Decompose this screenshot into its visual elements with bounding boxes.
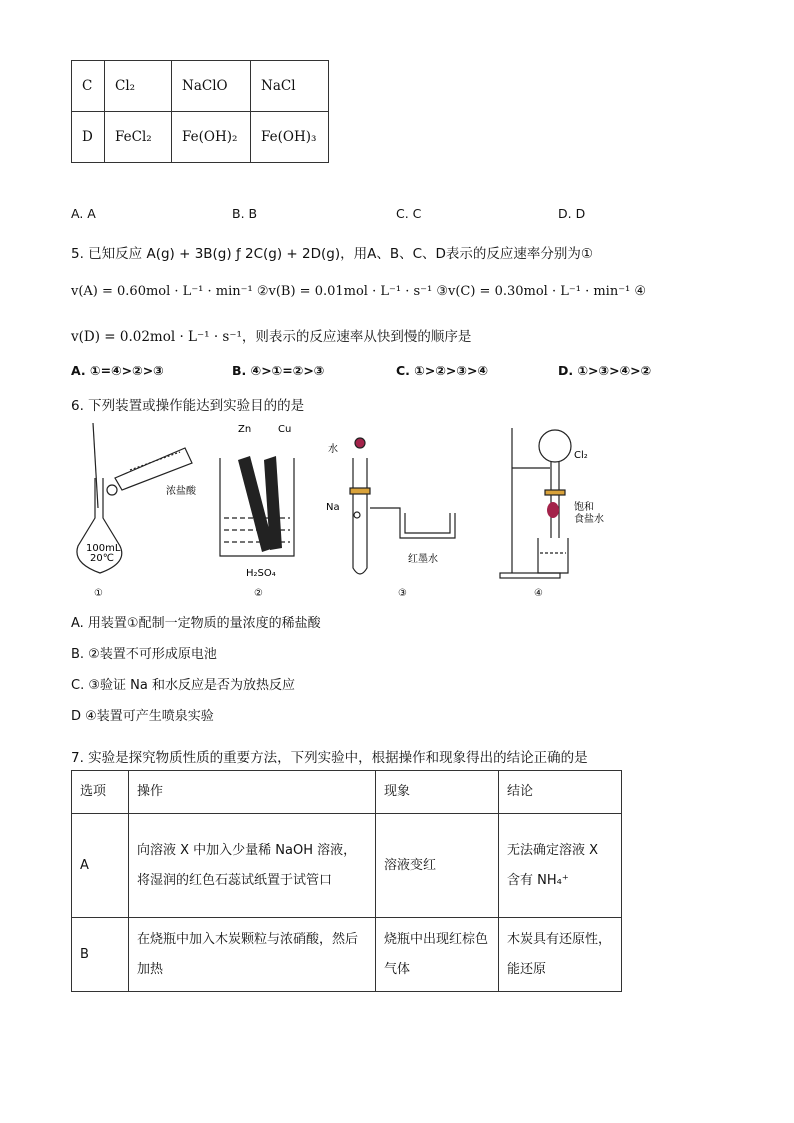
q4-option-a[interactable]: A. A xyxy=(71,206,96,221)
table-cell: NaClO xyxy=(172,61,251,112)
table-header: 现象 xyxy=(376,771,499,814)
q7-stem: 7. 实验是探究物质性质的重要方法，下列实验中，根据操作和现象得出的结论正确的是 xyxy=(71,750,588,766)
q4-option-c[interactable]: C. C xyxy=(396,206,422,221)
label-cu: Cu xyxy=(278,424,292,435)
label-zn: Zn xyxy=(238,424,252,435)
table-cell: 烧瓶中出现红棕色气体 xyxy=(376,918,499,992)
q5-stem-line1: 5. 已知反应 A(g) + 3B(g) ƒ 2C(g) + 2D(g)，用A、B、C、D表示的反应速率分别为① xyxy=(71,246,594,262)
table-row xyxy=(72,112,329,163)
label-apparatus-1: ① xyxy=(94,588,103,599)
q6-choice-b[interactable]: B. ②装置不可形成原电池 xyxy=(71,647,217,662)
table-cell: A xyxy=(72,814,129,918)
reagent-table xyxy=(71,60,329,163)
q6-choice-d[interactable]: D ④装置可产生喷泉实验 xyxy=(71,709,214,724)
table-header-row xyxy=(72,771,622,814)
q6-choice-c[interactable]: C. ③验证 Na 和水反应是否为放热反应 xyxy=(71,678,295,693)
q4-option-b[interactable]: B. B xyxy=(232,206,258,221)
table-cell: 木炭具有还原性，能还原 xyxy=(499,918,622,992)
table-cell: D xyxy=(72,112,105,163)
label-h2so4: H₂SO₄ xyxy=(246,568,276,579)
table-cell: Cl₂ xyxy=(105,61,172,112)
table-cell: 溶液变红 xyxy=(376,814,499,918)
q5-option-b[interactable]: B. ④>①=②>③ xyxy=(232,363,325,378)
label-water: 水 xyxy=(328,444,338,455)
q6-stem: 6. 下列装置或操作能达到实验目的的是 xyxy=(71,398,305,414)
label-brine: 饱和食盐水 xyxy=(574,502,604,525)
table-cell: 在烧瓶中加入木炭颗粒与浓硝酸，然后加热 xyxy=(129,918,376,992)
q5-stem-line3: v(D) = 0.02mol · L⁻¹ · s⁻¹，则表示的反应速率从快到慢的顺序是 xyxy=(71,329,472,345)
table-cell: 向溶液 X 中加入少量稀 NaOH 溶液，将湿润的红色石蕊试纸置于试管口 xyxy=(129,814,376,918)
label-ink: 红墨水 xyxy=(408,554,438,565)
label-conc-hcl: 浓盐酸 xyxy=(166,486,196,497)
label-na: Na xyxy=(326,502,340,513)
table-row xyxy=(72,61,329,112)
label-flask-volume: 100mL xyxy=(86,543,121,554)
table-header: 结论 xyxy=(499,771,622,814)
table-header: 操作 xyxy=(129,771,376,814)
table-cell: C xyxy=(72,61,105,112)
table-cell: B xyxy=(72,918,129,992)
experiment-table xyxy=(71,770,622,992)
table-cell: Fe(OH)₂ xyxy=(172,112,251,163)
table-cell: NaCl xyxy=(251,61,329,112)
q6-choice-a[interactable]: A. 用装置①配制一定物质的量浓度的稀盐酸 xyxy=(71,616,321,631)
table-row xyxy=(72,918,622,992)
q5-option-a[interactable]: A. ①=④>②>③ xyxy=(71,363,164,378)
table-cell: Fe(OH)₃ xyxy=(251,112,329,163)
q5-option-d[interactable]: D. ①>③>④>② xyxy=(558,363,652,378)
label-apparatus-2: ② xyxy=(254,588,263,599)
table-cell: FeCl₂ xyxy=(105,112,172,163)
q5-option-c[interactable]: C. ①>②>③>④ xyxy=(396,363,489,378)
label-apparatus-4: ④ xyxy=(534,588,543,599)
label-cl2: Cl₂ xyxy=(574,450,588,461)
label-flask-temp: 20℃ xyxy=(90,553,114,564)
apparatus-figure xyxy=(60,418,620,600)
q5-stem-line2: v(A) = 0.60mol · L⁻¹ · min⁻¹ ②v(B) = 0.01mol · L⁻¹ · s⁻¹ ③v(C) = 0.30mol · L⁻¹ · min⁻¹ ④ xyxy=(71,284,647,299)
table-cell: 无法确定溶液 X 含有 NH₄⁺ xyxy=(499,814,622,918)
q4-option-d[interactable]: D. D xyxy=(558,206,586,221)
table-row xyxy=(72,814,622,918)
label-apparatus-3: ③ xyxy=(398,588,407,599)
table-header: 选项 xyxy=(72,771,129,814)
